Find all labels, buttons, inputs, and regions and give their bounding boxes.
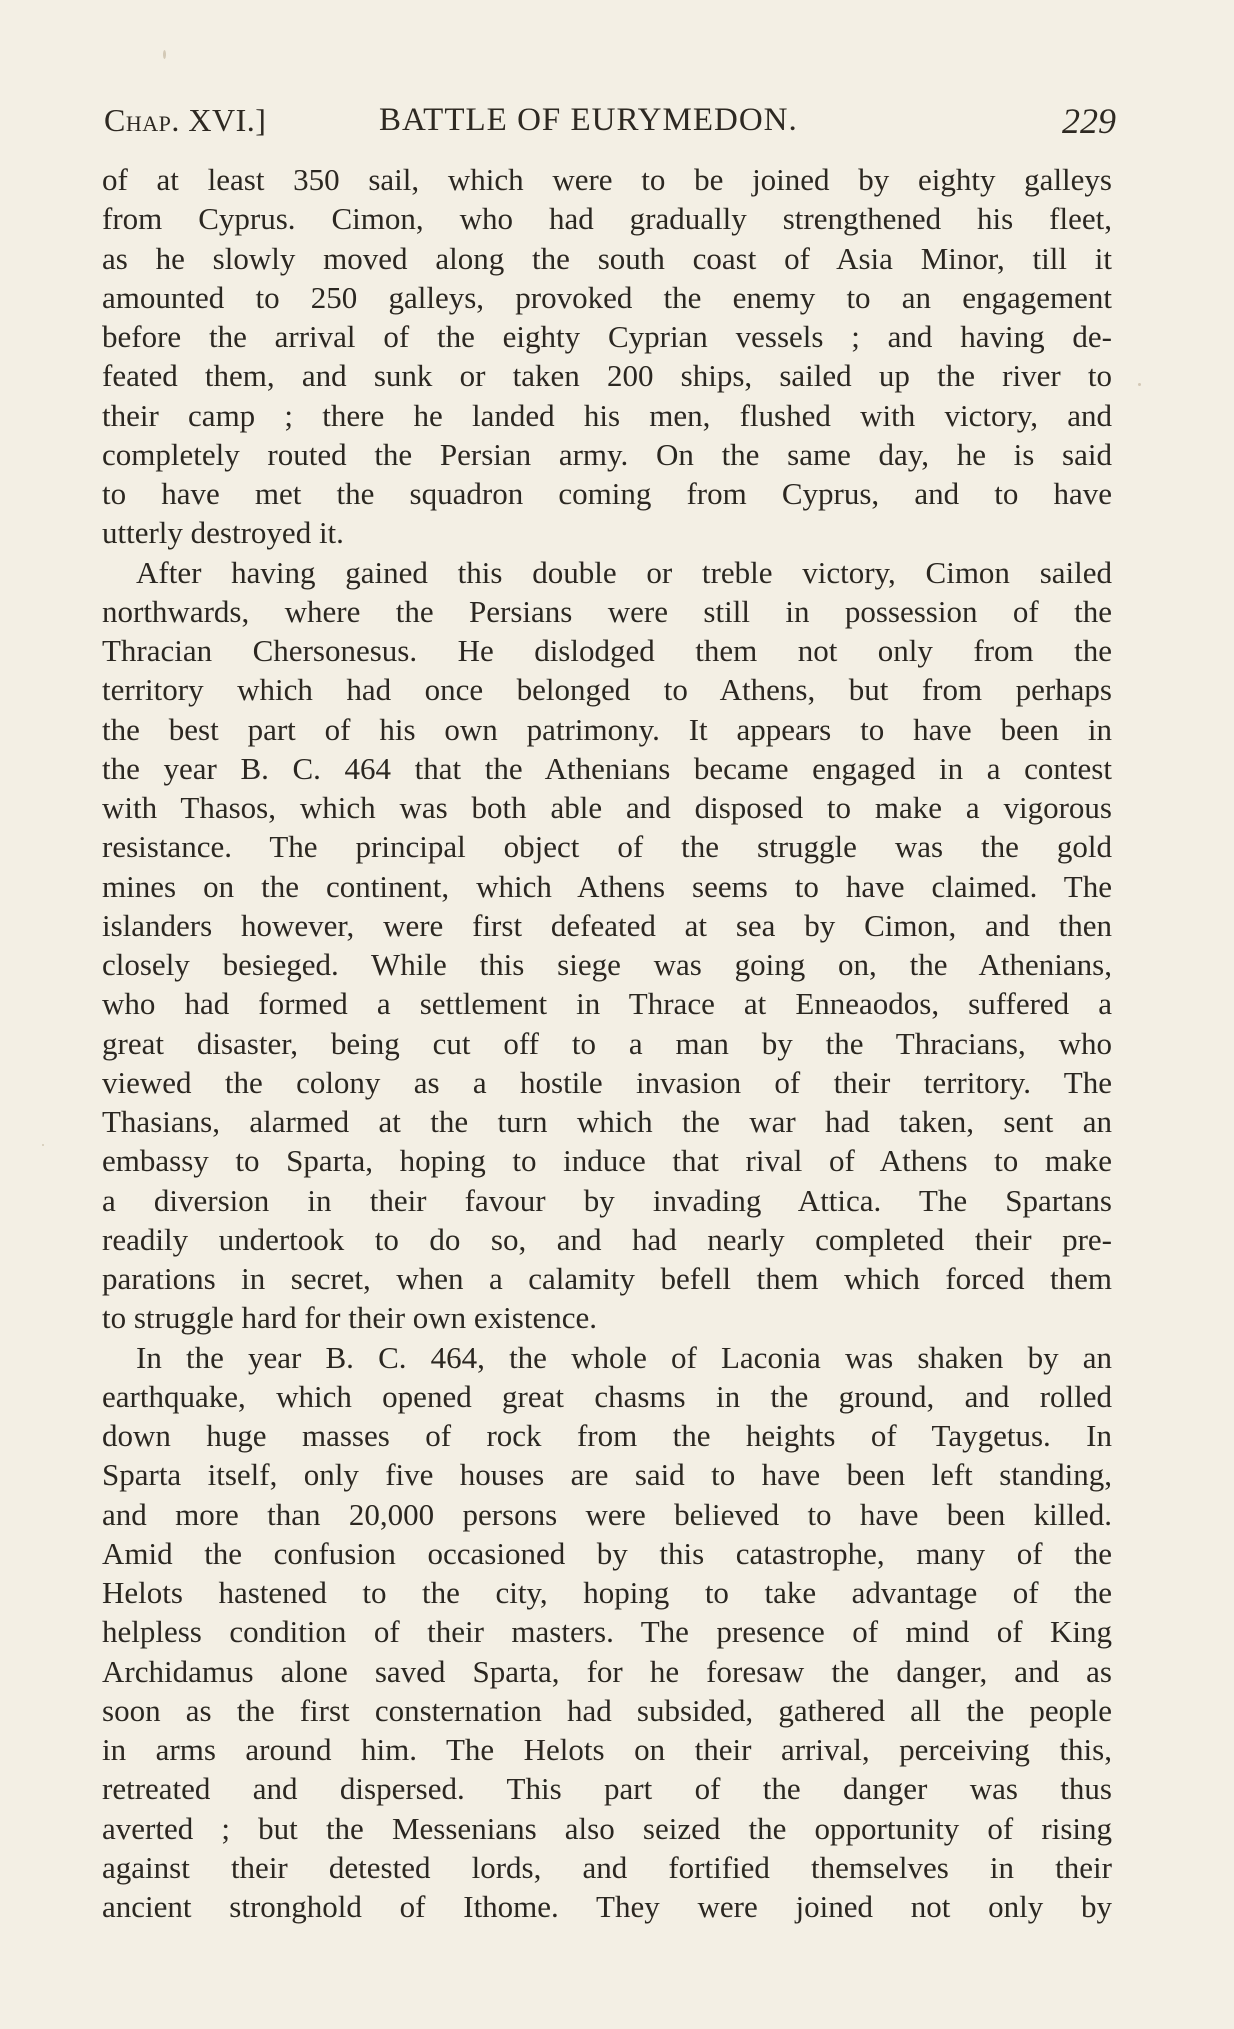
text-line: with Thasos, which was both able and disposed to make a vigorous [102, 790, 1112, 825]
paper-speck [42, 1144, 44, 1146]
text-line: the best part of his own patrimony. It appears to have been in [102, 711, 1112, 747]
text-line: before the arrival of the eighty Cyprian vessels ; and having de- [102, 319, 1112, 354]
body-text [102, 160, 1112, 1926]
text-line: northwards, where the Persians were still in possession of the [102, 593, 1112, 629]
text-line: feated them, and sunk or taken 200 ships, sailed up the river to [102, 358, 1112, 394]
text-line: great disaster, being cut off to a man by the Thracians, who [102, 1025, 1112, 1061]
page-number: 229 [1062, 101, 1116, 141]
text-line: mines on the continent, which Athens seems to have claimed. The [102, 868, 1112, 904]
text-line: Thasians, alarmed at the turn which the war had taken, sent an [102, 1104, 1112, 1139]
text-line: Helots hastened to the city, hoping to take advantage of the [102, 1575, 1112, 1610]
text-line: the year B. C. 464 that the Athenians became engaged in a contest [102, 750, 1112, 786]
text-line: viewed the colony as a hostile invasion of their territory. The [102, 1064, 1112, 1100]
text-line: from Cyprus. Cimon, who had gradually strengthened his fleet, [102, 201, 1112, 237]
text-line: readily undertook to do so, and had nearly completed their pre- [102, 1221, 1112, 1257]
text-line: utterly destroyed it. [102, 515, 344, 551]
text-line: against their detested lords, and fortified themselves in their [102, 1849, 1112, 1885]
text-line: amounted to 250 galleys, provoked the enemy to an engagement [102, 279, 1112, 315]
text-line: Amid the confusion occasioned by this catastrophe, many of the [102, 1535, 1112, 1571]
chapter-label: Chap. XVI.] [104, 102, 267, 138]
text-line: territory which had once belonged to Athens, but from perhaps [102, 672, 1112, 708]
paper-speck [1138, 383, 1141, 386]
running-header [104, 96, 1116, 146]
paper-speck [163, 50, 166, 59]
paragraph-start-line: After having gained this double or treble victory, Cimon sailed [136, 554, 1112, 590]
running-title: BATTLE OF EURYMEDON. [379, 102, 798, 138]
text-line: in arms around him. The Helots on their arrival, perceiving this, [102, 1732, 1112, 1767]
text-line: parations in secret, when a calamity befell them which forced them [102, 1261, 1112, 1296]
text-line: helpless condition of their masters. The presence of mind of King [102, 1614, 1112, 1650]
text-line: who had formed a settlement in Thrace at Enneaodos, suffered a [102, 986, 1112, 1022]
text-line: to struggle hard for their own existence. [102, 1300, 597, 1336]
text-line: retreated and dispersed. This part of the danger was thus [102, 1771, 1112, 1807]
text-line: closely besieged. While this siege was going on, the Athenians, [102, 947, 1112, 982]
text-line: to have met the squadron coming from Cyprus, and to have [102, 476, 1112, 511]
text-line: completely routed the Persian army. On the same day, he is said [102, 436, 1112, 472]
text-line: Thracian Chersonesus. He dislodged them not only from the [102, 633, 1112, 668]
text-line: of at least 350 sail, which were to be joined by eighty galleys [102, 162, 1112, 197]
text-line: as he slowly moved along the south coast of Asia Minor, till it [102, 240, 1112, 276]
text-line: ancient stronghold of Ithome. They were joined not only by [102, 1889, 1112, 1924]
text-line: Sparta itself, only five houses are said to have been left standing, [102, 1457, 1112, 1493]
text-line: earthquake, which opened great chasms in the ground, and rolled [102, 1378, 1112, 1414]
text-line: averted ; but the Messenians also seized the opportunity of rising [102, 1810, 1112, 1846]
text-line: soon as the first consternation had subsided, gathered all the people [102, 1692, 1112, 1728]
text-line: Archidamus alone saved Sparta, for he foresaw the danger, and as [102, 1653, 1112, 1689]
paragraph-start-line: In the year B. C. 464, the whole of Laconia was shaken by an [136, 1339, 1112, 1375]
text-line: and more than 20,000 persons were believed to have been killed. [102, 1496, 1112, 1532]
text-line: embassy to Sparta, hoping to induce that rival of Athens to make [102, 1143, 1112, 1179]
text-line: resistance. The principal object of the struggle was the gold [102, 829, 1112, 865]
text-line: islanders however, were first defeated at sea by Cimon, and then [102, 907, 1112, 943]
text-line: a diversion in their favour by invading Attica. The Spartans [102, 1182, 1112, 1218]
text-line: down huge masses of rock from the heights of Taygetus. In [102, 1418, 1112, 1453]
text-line: their camp ; there he landed his men, flushed with victory, and [102, 397, 1112, 433]
